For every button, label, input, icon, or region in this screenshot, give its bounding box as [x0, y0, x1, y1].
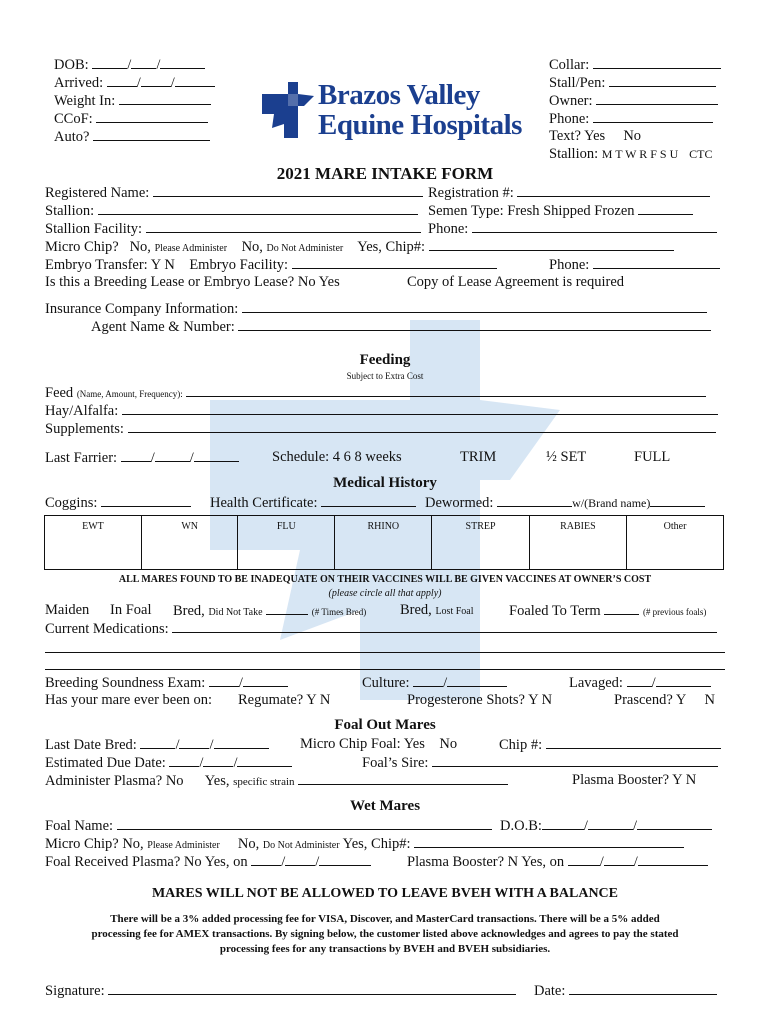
medications-line[interactable]: [45, 669, 725, 670]
feeding-heading: Feeding: [359, 352, 411, 368]
foal-name-field[interactable]: Foal Name:: [45, 817, 492, 835]
owner-field[interactable]: Owner:: [549, 92, 718, 110]
coggins-field[interactable]: Coggins:: [45, 494, 191, 512]
maiden-option[interactable]: Maiden: [45, 602, 90, 618]
arrived-field[interactable]: Arrived: / /: [54, 74, 215, 92]
vaccine-cell[interactable]: WN: [141, 516, 238, 570]
micro-chip-field[interactable]: Micro Chip? No, Please Administer No, Do Not Administer Yes, Chip#:: [45, 238, 674, 256]
wet-micro-chip-field[interactable]: Micro Chip? No, Please Administer No, Do Not Administer Yes, Chip#:: [45, 835, 684, 853]
progesterone-option[interactable]: Progesterone Shots? Y N: [407, 692, 553, 708]
lavaged-field[interactable]: Lavaged: /: [569, 674, 711, 692]
bse-field[interactable]: Breeding Soundness Exam: /: [45, 674, 288, 692]
dewormed-field[interactable]: Dewormed: w/(Brand name): [425, 494, 705, 512]
fee-notice-line-2: processing fee for AMEX transactions. By signing below, the customer listed above acknowledges and agrees to pay the stated: [91, 928, 679, 940]
prascend-option[interactable]: Prascend? Y N: [614, 692, 715, 708]
vaccine-cell[interactable]: Other: [627, 516, 724, 570]
wet-plasma-booster-field[interactable]: Plasma Booster? N Yes, on / /: [407, 853, 708, 871]
vaccine-cell[interactable]: FLU: [238, 516, 335, 570]
administer-plasma-field[interactable]: Administer Plasma? No Yes, specific strain: [45, 772, 508, 790]
embryo-transfer-field[interactable]: Embryo Transfer: Y N Embryo Facility:: [45, 256, 497, 274]
stallion-field[interactable]: Stallion:: [45, 202, 418, 220]
due-date-field[interactable]: Estimated Due Date: / /: [45, 754, 292, 772]
medications-line[interactable]: [45, 652, 725, 653]
full-option[interactable]: FULL: [634, 449, 671, 465]
ccof-field[interactable]: CCoF:: [54, 110, 208, 128]
page-title: 2021 MARE INTAKE FORM: [276, 164, 494, 183]
feed-field[interactable]: Feed (Name, Amount, Frequency):: [45, 384, 706, 402]
vaccine-warning: ALL MARES FOUND TO BE INADEQUATE ON THEIR VACCINES WILL BE GIVEN VACCINES AT OWNER’S COST: [118, 574, 652, 585]
foal-dob-field[interactable]: D.O.B: / /: [500, 817, 712, 835]
insurance-company-field[interactable]: Insurance Company Information:: [45, 300, 707, 318]
in-foal-option[interactable]: In Foal: [110, 602, 152, 618]
foal-chip-number-field[interactable]: Chip #:: [499, 736, 721, 754]
foal-plasma-field[interactable]: Foal Received Plasma? No Yes, on / /: [45, 853, 371, 871]
foal-out-heading: Foal Out Mares: [334, 717, 436, 733]
wet-mares-heading: Wet Mares: [349, 798, 421, 814]
fee-notice-line-3: processing fees for any transactions by BVEH and BVEH subsidiaries.: [219, 943, 551, 955]
fee-notice-line-1: There will be a 3% added processing fee for VISA, Discover, and MasterCard transactions. There will be a 5% added: [110, 913, 660, 925]
balance-notice: MARES WILL NOT BE ALLOWED TO LEAVE BVEH WITH A BALANCE: [151, 886, 619, 901]
plasma-booster-option[interactable]: Plasma Booster? Y N: [572, 772, 697, 788]
bred-did-not-take-field[interactable]: Bred, Did Not Take (# Times Bred): [173, 603, 367, 619]
agent-field[interactable]: Agent Name & Number:: [91, 318, 711, 336]
supplements-field[interactable]: Supplements:: [45, 420, 716, 438]
foaled-to-term-field[interactable]: Foaled To Term (# previous foals): [509, 603, 707, 619]
last-date-bred-field[interactable]: Last Date Bred: / /: [45, 736, 269, 754]
logo-line-1: Brazos Valley: [318, 79, 480, 111]
vaccine-table: [44, 515, 724, 570]
phone-field[interactable]: Phone:: [549, 110, 713, 128]
current-medications-field[interactable]: Current Medications:: [45, 620, 717, 638]
lease-copy-note: Copy of Lease Agreement is required: [407, 274, 625, 290]
foal-sire-field[interactable]: Foal’s Sire:: [362, 754, 718, 772]
stall-pen-field[interactable]: Stall/Pen:: [549, 74, 716, 92]
vaccine-cell[interactable]: RHINO: [335, 516, 432, 570]
regumate-option[interactable]: Regumate? Y N: [238, 692, 331, 708]
bred-lost-foal-option[interactable]: Bred, Lost Foal: [400, 602, 474, 618]
collar-field[interactable]: Collar:: [549, 56, 721, 74]
vaccine-cell[interactable]: RABIES: [529, 516, 626, 570]
signature-field[interactable]: Signature:: [45, 982, 516, 1000]
embryo-phone-field[interactable]: Phone:: [549, 256, 720, 274]
been-on-label: Has your mare ever been on:: [45, 692, 213, 708]
vaccine-cell[interactable]: STREP: [432, 516, 529, 570]
feeding-subheading: Subject to Extra Cost: [346, 371, 424, 381]
micro-chip-foal-option[interactable]: Micro Chip Foal: Yes No: [300, 736, 458, 752]
lease-question[interactable]: Is this a Breeding Lease or Embryo Lease? No Yes: [45, 274, 340, 290]
date-field[interactable]: Date:: [534, 982, 717, 1000]
culture-field[interactable]: Culture: /: [362, 674, 507, 692]
last-farrier-field[interactable]: Last Farrier: / /: [45, 449, 239, 467]
auto-field[interactable]: Auto?: [54, 128, 210, 146]
semen-type-field[interactable]: Semen Type: Fresh Shipped Frozen: [428, 202, 693, 220]
trim-option[interactable]: TRIM: [460, 449, 497, 465]
stallion-phone-field[interactable]: Phone:: [428, 220, 717, 238]
schedule-field[interactable]: Schedule: 4 6 8 weeks: [272, 449, 402, 465]
stallion-days-field[interactable]: Stallion: M T W R F S U CTC: [549, 146, 713, 162]
logo-horse-icon: [258, 80, 316, 140]
hay-field[interactable]: Hay/Alfalfa:: [45, 402, 718, 420]
medical-heading: Medical History: [333, 475, 437, 491]
registration-number-field[interactable]: Registration #:: [428, 184, 710, 202]
circle-note: (please circle all that apply): [328, 588, 442, 599]
text-option[interactable]: Text? Yes No: [549, 128, 642, 144]
half-set-option[interactable]: ½ SET: [546, 449, 587, 465]
health-cert-field[interactable]: Health Certificate:: [210, 494, 416, 512]
logo-line-2: Equine Hospitals: [318, 109, 522, 141]
stallion-facility-field[interactable]: Stallion Facility:: [45, 220, 421, 238]
registered-name-field[interactable]: Registered Name:: [45, 184, 423, 202]
weight-in-field[interactable]: Weight In:: [54, 92, 211, 110]
dob-field[interactable]: DOB: / /: [54, 56, 205, 74]
vaccine-cell[interactable]: EWT: [45, 516, 142, 570]
